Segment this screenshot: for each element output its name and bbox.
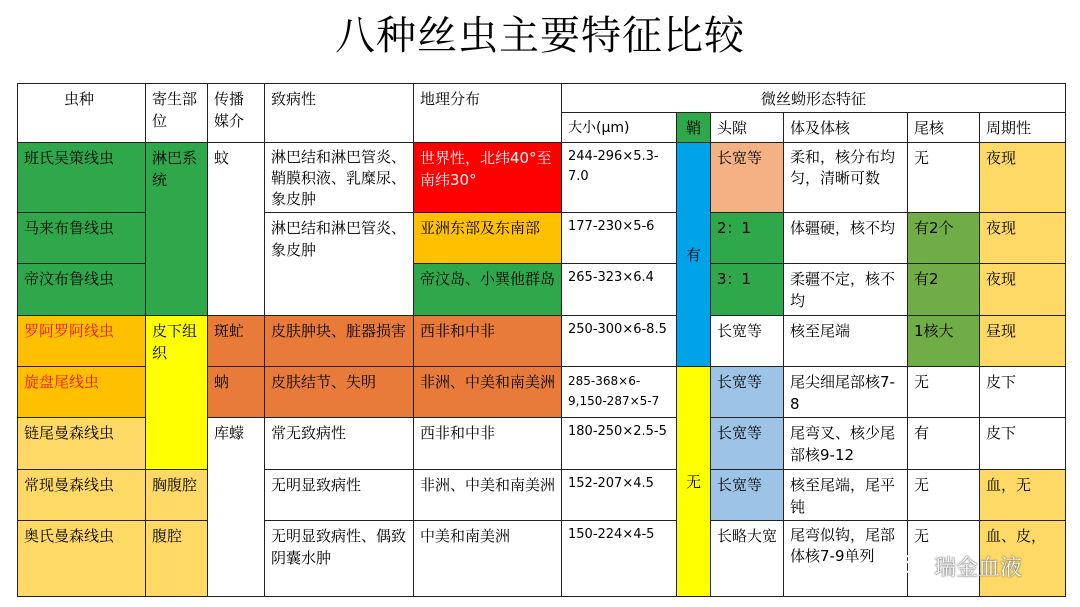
geo-cell: 西非和中非 xyxy=(413,417,562,470)
body-nuclei-cell: 柔疆不定，核不均 xyxy=(783,263,908,316)
size-cell: 150-224×4-5 xyxy=(561,520,677,597)
header-site: 寄生部位 xyxy=(145,83,208,143)
header-morphology: 微丝蚴形态特征 xyxy=(561,83,1066,113)
header-species: 虫种 xyxy=(17,83,146,143)
size-cell: 180-250×2.5-5 xyxy=(561,417,677,470)
periodicity-cell: 夜现 xyxy=(979,142,1066,213)
periodicity-cell: 夜现 xyxy=(979,212,1066,264)
tail-nuclei-cell: 有 xyxy=(907,417,980,470)
tail-nuclei-cell: 有2 xyxy=(907,263,980,316)
periodicity-cell: 血，无 xyxy=(979,469,1066,521)
periodicity-cell: 夜现 xyxy=(979,263,1066,316)
cephalic-cell: 长宽等 xyxy=(710,366,784,418)
geo-cell: 中美和南美洲 xyxy=(413,520,562,597)
body-nuclei-cell: 核至尾端 xyxy=(783,315,908,367)
page-title: 八种丝虫主要特征比较 xyxy=(335,13,745,59)
header-vector: 传播媒介 xyxy=(207,83,265,143)
species-cell: 常现曼森线虫 xyxy=(17,469,146,521)
tail-nuclei-cell: 无 xyxy=(907,520,980,597)
pathogenicity-cell: 皮肤肿块、脏器损害 xyxy=(264,315,414,367)
body-nuclei-cell: 核至尾端，尾平钝 xyxy=(783,469,908,521)
geo-cell: 帝汶岛、小巽他群岛 xyxy=(413,263,562,316)
geo-cell: 西非和中非 xyxy=(413,315,562,367)
pathogenicity-cell: 淋巴结和淋巴管炎、象皮肿 xyxy=(264,212,414,316)
pathogenicity-cell: 皮肤结节、失明 xyxy=(264,366,414,418)
header-pathogenicity: 致病性 xyxy=(264,83,414,143)
size-cell: 250-300×6-8.5 xyxy=(561,315,677,367)
size-cell: 244-296×5.3-7.0 xyxy=(561,142,677,213)
geo-cell: 非洲、中美和南美洲 xyxy=(413,366,562,418)
geo-cell: 世界性，北纬40°至南纬30° xyxy=(413,142,562,213)
geo-cell: 亚洲东部及东南部 xyxy=(413,212,562,264)
species-cell: 链尾曼森线虫 xyxy=(17,417,146,470)
periodicity-cell: 皮下 xyxy=(979,366,1066,418)
pathogenicity-cell: 无明显致病性 xyxy=(264,469,414,521)
species-cell: 帝汶布鲁线虫 xyxy=(17,263,146,316)
pathogenicity-cell: 常无致病性 xyxy=(264,417,414,470)
site-cell: 腹腔 xyxy=(145,520,208,597)
site-cell: 淋巴系统 xyxy=(145,142,208,316)
cephalic-cell: 长宽等 xyxy=(710,469,784,521)
wechat-logo-icon xyxy=(898,551,928,581)
periodicity-cell: 昼现 xyxy=(979,315,1066,367)
body-nuclei-cell: 尾尖细尾部核7-8 xyxy=(783,366,908,418)
size-cell: 177-230×5-6 xyxy=(561,212,677,264)
header-body: 体及体核 xyxy=(783,112,908,143)
cephalic-cell: 长宽等 xyxy=(710,315,784,367)
geo-cell: 非洲、中美和南美洲 xyxy=(413,469,562,521)
size-cell: 152-207×4.5 xyxy=(561,469,677,521)
cephalic-cell: 长略大宽 xyxy=(710,520,784,597)
vector-cell: 库蠓 xyxy=(207,417,265,597)
cephalic-cell: 长宽等 xyxy=(710,417,784,470)
periodicity-cell: 血、皮， xyxy=(979,520,1066,597)
species-cell: 旋盘尾线虫 xyxy=(17,366,146,418)
species-cell: 马来布鲁线虫 xyxy=(17,212,146,264)
tail-nuclei-cell: 无 xyxy=(907,469,980,521)
body-nuclei-cell: 体疆硬，核不均 xyxy=(783,212,908,264)
tail-nuclei-cell: 有2个 xyxy=(907,212,980,264)
header-periodicity: 周期性 xyxy=(979,112,1066,143)
header-geo: 地理分布 xyxy=(413,83,562,143)
vector-cell: 斑虻 xyxy=(207,315,265,367)
body-nuclei-cell: 尾弯似钩，尾部体核7-9单列 xyxy=(783,520,908,597)
pathogenicity-cell: 无明显致病性、偶致阴囊水肿 xyxy=(264,520,414,597)
comparison-table xyxy=(17,83,1066,597)
sheath-cell: 无 xyxy=(676,366,711,597)
site-cell: 皮下组织 xyxy=(145,315,208,470)
cephalic-cell: 长宽等 xyxy=(710,142,784,213)
header-sheath: 鞘 xyxy=(676,112,711,143)
pathogenicity-cell: 淋巴结和淋巴管炎、鞘膜积液、乳糜尿、象皮肿 xyxy=(264,142,414,213)
periodicity-cell: 皮下 xyxy=(979,417,1066,470)
tail-nuclei-cell: 无 xyxy=(907,366,980,418)
vector-cell: 蚊 xyxy=(207,142,265,316)
header-tail-nuclei: 尾核 xyxy=(907,112,980,143)
species-cell: 罗阿罗阿线虫 xyxy=(17,315,146,367)
tail-nuclei-cell: 1核大 xyxy=(907,315,980,367)
watermark-text: 瑞金血液 xyxy=(934,555,1023,581)
cephalic-cell: 3：1 xyxy=(710,263,784,316)
species-cell: 奥氏曼森线虫 xyxy=(17,520,146,597)
site-cell: 胸腹腔 xyxy=(145,469,208,521)
size-cell: 265-323×6.4 xyxy=(561,263,677,316)
tail-nuclei-cell: 无 xyxy=(907,142,980,213)
cephalic-cell: 2：1 xyxy=(710,212,784,264)
header-cephalic: 头隙 xyxy=(710,112,784,143)
size-cell: 285-368×6-9,150-287×5-7 xyxy=(561,366,677,418)
body-nuclei-cell: 尾弯叉、核少尾部核9-12 xyxy=(783,417,908,470)
sheath-cell: 有 xyxy=(676,142,711,367)
vector-cell: 蚋 xyxy=(207,366,265,418)
body-nuclei-cell: 柔和，核分布均匀，清晰可数 xyxy=(783,142,908,213)
watermark xyxy=(898,548,1058,584)
species-cell: 班氏吴策线虫 xyxy=(17,142,146,213)
header-size: 大小(μm) xyxy=(561,112,677,143)
